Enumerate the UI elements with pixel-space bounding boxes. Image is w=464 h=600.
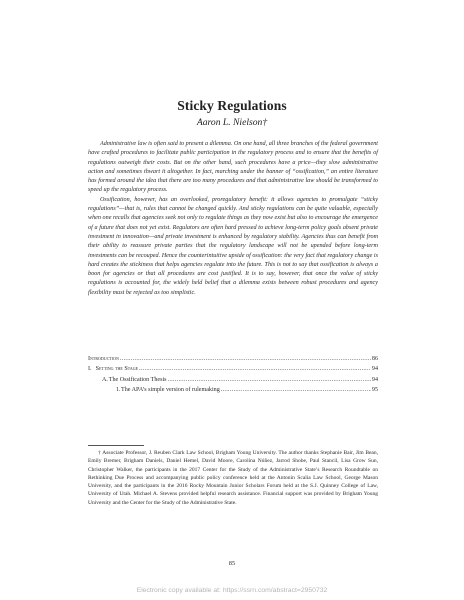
footnote (88, 449, 378, 507)
toc-entry[interactable] (88, 375, 378, 385)
footnote-text: † Associate Professor, J. Reuben Clark Law School, Brigham Young University. The author thanks Stephanie Bair, Jim Bean, Emily Bremer, Brigham Daniels, Daniel Hemel, David Moore, Carolina Núñez, Jarrod Shobe, Paul Stancil, Lisa Grow Sun, Christopher Walker, the participants in the 2017 Center for the Study of the Administrative State’s Research Roundtable on Rethinking Due Process and accompanying public policy conference held at the Antonin Scalia Law School, George Mason University, and the participants in the 2016 Rocky Mountain Junior Scholars Forum held at the S.J. Quinney College of Law, University of Utah. Michael A. Stevens provided helpful research assistance. Financial support was provided by Brigham Young University and the Center for the Study of the Administrative State. (88, 450, 378, 506)
toc-leader-dots (168, 375, 371, 385)
abstract (88, 140, 378, 298)
table-of-contents (88, 354, 378, 396)
toc-leader-dots (120, 354, 371, 364)
article-author: Aaron L. Nielson† (196, 117, 268, 128)
ssrn-availability-note[interactable]: Electronic copy available at: https://ssrn.com/abstract=2950732 (136, 587, 328, 594)
toc-entry-label: The APA’s simple version of rulemaking (120, 387, 220, 394)
toc-entry-page: 94 (371, 366, 378, 373)
toc-entry-label: Setting the Stage (95, 366, 139, 373)
page-number: 85 (228, 560, 236, 567)
toc-entry-label: The Ossification Thesis (108, 376, 167, 383)
article-title: Sticky Regulations (177, 98, 287, 113)
toc-entry[interactable] (88, 385, 378, 395)
toc-leader-dots (139, 364, 371, 374)
toc-entry-page: 86 (371, 356, 378, 362)
toc-leader-dots (221, 385, 371, 395)
toc-entry-label: Introduction (88, 356, 119, 362)
toc-entry-number: 1. (116, 387, 121, 394)
toc-entry-number: A. (102, 376, 108, 383)
footnote-divider (88, 445, 144, 446)
toc-entry[interactable] (88, 364, 378, 374)
toc-entry[interactable] (88, 354, 378, 364)
toc-entry-page: 94 (371, 376, 378, 383)
toc-entry-number: I. (88, 366, 92, 373)
abstract-paragraph: Administrative law is often said to present a dilemma. On one hand, all three branches of the federal government have crafted procedures to facilitate public participation in the regulatory process and to ensure that the benefits of regulations outweigh their costs. But on the other hand, such procedures have a price—they slow administrative action and sometimes thwart it altogether. In fact, marching under the banner of “ossification,” an entire literature has formed around the idea that there are too many procedures and that administrative law should be transformed to speed up the regulatory process. (88, 141, 378, 194)
abstract-paragraph: Ossification, however, has an overlooked, proregulatory benefit: it allows agencies to promulgate “sticky regulations”—that is, rules that cannot be changed quickly. And sticky regulations can be quite valuable, especially when one recalls that agencies seek not only to regulate things as they now exist but also to encourage the emergence of a future that does not yet exist. Regulators are often hard pressed to achieve long-term policy goals absent private investment in innovation—and private investment is enhanced by regulatory stability. Agencies thus can benefit from their ability to reassure private parties that the regulatory landscape will not be upended before long-term investments can be recouped. Hence the counterintuitive upside of ossification: the very fact that regulatory change is hard creates the stickiness that helps agencies regulate into the future. This is not to say that ossification is always a boon for agencies or that all procedures are cost justified. It is to say, however, that once the value of sticky regulations is accounted for, the widely held belief that a dilemma exists between robust procedures and agency flexibility must be rejected as too simplistic. (88, 196, 378, 296)
toc-entry-page: 95 (371, 387, 378, 394)
